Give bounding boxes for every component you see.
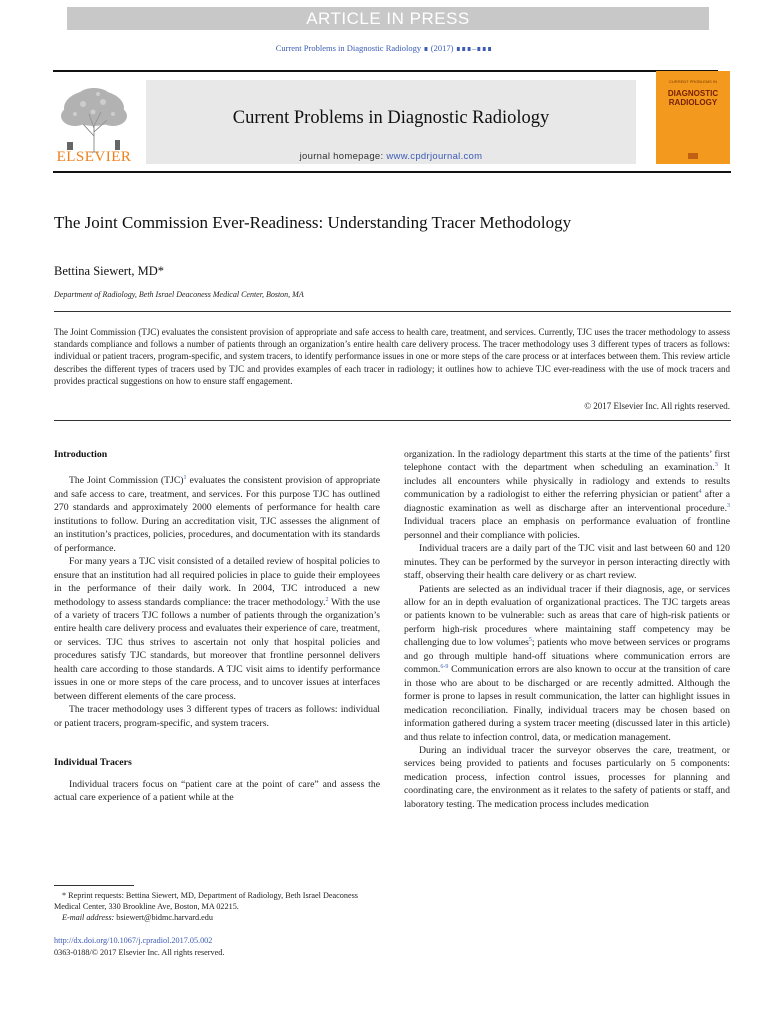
section-heading-introduction: Introduction — [54, 449, 108, 460]
footnote-rule — [54, 885, 134, 886]
citation-volume: ∎ — [423, 43, 429, 53]
footnote — [54, 890, 380, 923]
abstract-top-rule — [54, 311, 731, 312]
article-title: The Joint Commission Ever-Readiness: Understanding Tracer Methodology — [54, 213, 572, 232]
journal-cover-thumbnail — [656, 71, 730, 164]
citation-pages: ∎∎∎–∎∎∎ — [455, 43, 493, 53]
header-bottom-rule — [53, 171, 731, 173]
body-paragraph: For many years a TJC visit consisted of a detailed review of hospital policies to ensure that an institution had all required policies in place to guide their employees in the performance of their daily work. In 2004, TJC introduced a new methodology to assess standards compliance: the tracer methodology.$^2$ With the use of a variety of tracers TJC follows a number of patients through the organization’s entire health care delivery process and evaluates their experience of care, treatment, or services. TJC thus strives to ascertain not only that hospital policies and procedures satisfy TJC standards, but moreover that frontline personnel delivers health care according to those standards. A TJC visit aims to identify performance issues in one or more steps of the care process, and to uncover issues at interfaces between different elements of the care process. — [54, 556, 380, 702]
journal-citation[interactable] — [0, 43, 768, 54]
reprint-requests: * Reprint requests: Bettina Siewert, MD, Department of Radiology, Beth Israel Deaconess Medical Center, 330 Brookline Ave, Boston, MA 02215. — [54, 891, 358, 911]
journal-title: Current Problems in Diagnostic Radiology — [232, 108, 550, 128]
body-column-right — [404, 448, 730, 811]
body-paragraph: The tracer methodology uses 3 different types of tracers as follows: individual or patient tracers, program-specific, and system tracers. — [54, 704, 380, 729]
publisher-name: ELSEVIER — [56, 149, 132, 165]
homepage-link[interactable]: www.cpdrjournal.com — [386, 151, 483, 162]
reference-link[interactable]: 1 — [183, 475, 187, 482]
author-email-link[interactable]: bsiewert@bidmc.harvard.edu — [116, 913, 213, 922]
reference-link[interactable]: 2 — [325, 596, 329, 603]
body-paragraph: The Joint Commission (TJC)$^1$ evaluates the consistent provision of appropriate and safe access to care, treatment, and services. For this purpose TJC has outlined 270 standards and approximately 2000 elements of performance for health care institutions to follow. During an accreditation visit, TJC assesses the alignment of an institution’s practices, policies, procedures, and documentation with its standards of performance. — [54, 475, 380, 554]
reference-link[interactable]: 3 — [727, 502, 730, 509]
abstract-text: The Joint Commission (TJC) evaluates the consistent provision of appropriate and safe access to health care, treatment, and services. Currently, TJC uses the tracer methodology to assess standards compliance and follows a number of patients through an organization’s entire health care delivery process. The tracer methodology uses 3 different types of tracers as follows: individual or patient tracers, program-specific, and system tracers, to identify performance issues in one or more steps of the care process or at interfaces between them. This review article describes the different types of tracers used by TJC and provides examples of each tracer in radiology; it outlines how to achieve TJC ever-readiness with the use of mock tracers and provides practical suggestions on how to ensure staff engagement. — [54, 327, 730, 386]
reference-link[interactable]: 3 — [714, 462, 718, 469]
doi-link[interactable]: http://dx.doi.org/10.1067/j.cpradiol.2017.05.002 — [54, 936, 213, 945]
abstract-bottom-rule — [54, 420, 731, 421]
citation-journal: Current Problems in Diagnostic Radiology — [275, 43, 422, 53]
section-heading-individual-tracers: Individual Tracers — [54, 757, 132, 769]
body-paragraph: Individual tracers focus on “patient care at the point of care” and assess the actual care experience of a patient while at the — [54, 778, 380, 803]
homepage-label: journal homepage: — [299, 151, 384, 162]
article-author: Bettina Siewert, MD* — [54, 264, 165, 278]
cover-title: DIAGNOSTIC RADIOLOGY — [667, 89, 719, 107]
body-paragraph: organization. In the radiology department this starts at the time of the patients’ first telephone contact with the department when scheduling an examination.$^3$ It includes all encounters while physically in radiology and extends to results communication by a radiologist to either the referring physician or patient$^4$ after a diagnostic examination as well as discharge after an interventional procedure.$^3$ Individual tracers place an emphasis on performance evaluation of frontline personnel and their compliance with policies. — [404, 449, 730, 541]
abstract-copyright: © 2017 Elsevier Inc. All rights reserved. — [584, 401, 730, 411]
article-in-press-banner: ARTICLE IN PRESS — [67, 7, 709, 30]
citation-year: (2017) — [430, 43, 454, 53]
author-affiliation: Department of Radiology, Beth Israel Deaconess Medical Center, Boston, MA — [54, 290, 304, 299]
issn-copyright: 0363-0188/© 2017 Elsevier Inc. All rights reserved. — [54, 947, 225, 957]
journal-homepage — [146, 151, 636, 162]
body-paragraph: Patients are selected as an individual tracer if their diagnosis, age, or services allow for an in depth evaluation of organizational practices. The TJC targets areas or patients known to be vulnerable: such as areas that care of high-risk patients or perform high-risk procedures where maintaining staff competency may be challenging due to low volumes$^5$; patients who move between services or programs and go through multiple hand-off situations where communication errors are common.$^{6-9}$ Communication errors are also known to occur at the transition of care in those who are about to be discharged or are recently admitted. Although the former is prone to lapses in result communication, the latter can highlight issues in medication reconciliation. Finally, individual tracers may be chosen based on information gathered during a system tracer meeting (discussed later in this article) and thus relate to infection control, data, or medication management. — [404, 583, 731, 743]
cover-publisher-logo-icon — [688, 153, 698, 159]
body-paragraph: During an individual tracer the surveyor observes the care, treatment, or services being provided to patients and focuses particularly on 5 components: medication process, infection control issues, processes for planning and coordinating care, the environment as it relates to the safety of patients or staff, and laboratory testing. The medication process includes medication — [404, 744, 730, 810]
body-paragraph: Individual tracers are a daily part of the TJC visit and last between 60 and 120 minutes. They can be performed by the surveyor in person interacting directly with staff, observing their health care delivery or as chart review. — [404, 543, 730, 582]
reference-link[interactable]: 6-9 — [440, 664, 449, 671]
cover-subtitle: CURRENT PROBLEMS IN — [669, 79, 717, 84]
email-line: E-mail address: bsiewert@bidmc.harvard.edu — [62, 913, 213, 922]
body-column-left — [54, 448, 380, 804]
reference-link[interactable]: 4 — [698, 489, 702, 496]
doi-block — [54, 935, 224, 958]
header-top-rule — [53, 70, 718, 72]
reference-link[interactable]: 5 — [528, 637, 532, 644]
